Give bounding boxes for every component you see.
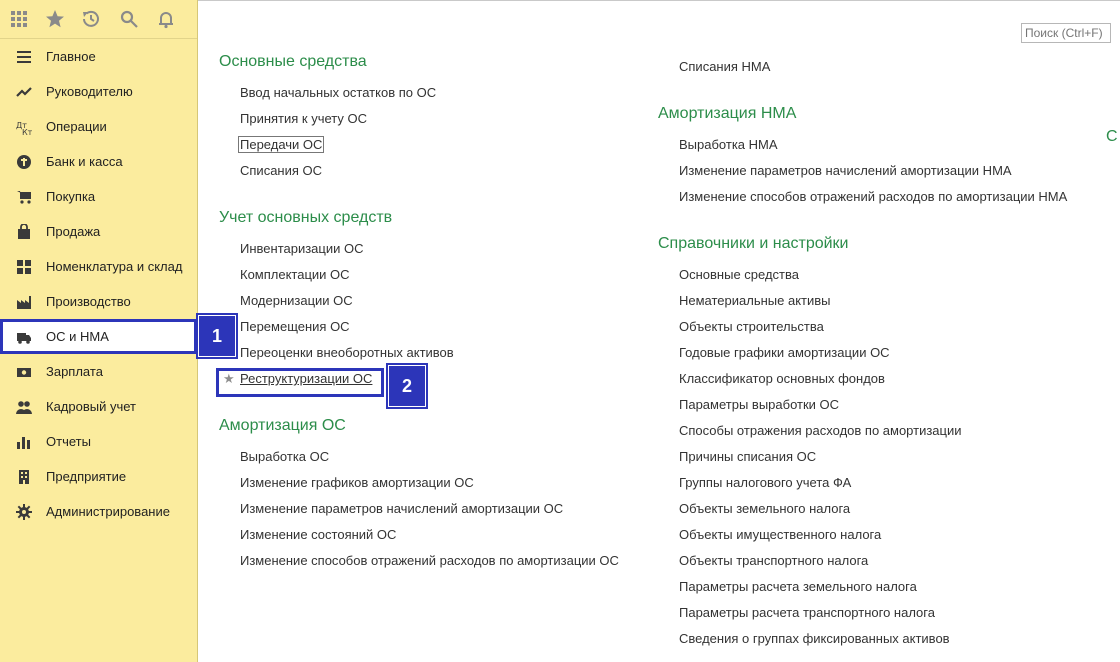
link-item[interactable]: Годовые графики амортизации ОС	[679, 345, 890, 360]
link-item[interactable]: Объекты имущественного налога	[679, 527, 882, 542]
sidebar-item-label: Производство	[46, 294, 131, 309]
sidebar-item-administration[interactable]	[0, 494, 197, 529]
bag-icon	[16, 224, 32, 240]
sidebar-item-label: Главное	[46, 49, 96, 64]
gear-icon	[16, 504, 32, 520]
link-item[interactable]: Параметры расчета транспортного налога	[679, 605, 935, 620]
top-icon-bar	[0, 0, 197, 39]
link-item[interactable]: Сведения о группах фиксированных активов	[679, 631, 950, 646]
sidebar-item-label: Кадровый учет	[46, 399, 136, 414]
link-item[interactable]: Комплектации ОС	[240, 267, 350, 282]
link-item[interactable]: Изменение графиков амортизации ОС	[240, 475, 474, 490]
link-item[interactable]: Объекты транспортного налога	[679, 553, 869, 568]
link-item[interactable]: Принятия к учету ОС	[240, 111, 368, 126]
truck-icon	[16, 329, 32, 345]
grid-blocks-icon	[16, 259, 32, 275]
sidebar-item-purchase[interactable]	[0, 179, 197, 214]
sidebar-item-hr[interactable]	[0, 389, 197, 424]
sidebar-item-label: Администрирование	[46, 504, 170, 519]
callout-badge-1: 1	[196, 313, 238, 359]
sidebar-item-label: Отчеты	[46, 434, 91, 449]
link-item[interactable]: Способы отражения расходов по амортизации	[679, 423, 962, 438]
sidebar-item-production[interactable]	[0, 284, 197, 319]
sidebar-item-label: Руководителю	[46, 84, 133, 99]
cutoff-section-title: С	[1106, 128, 1118, 145]
link-item[interactable]: Изменение параметров начислений амортизации ОС	[240, 501, 564, 516]
bar-chart-icon	[16, 434, 32, 450]
sidebar-item-sales[interactable]	[0, 214, 197, 249]
money-icon	[16, 364, 32, 380]
link-item[interactable]: Основные средства	[679, 267, 799, 282]
sidebar-item-nomenclature[interactable]	[0, 249, 197, 284]
link-item[interactable]: Перемещения ОС	[240, 319, 350, 334]
section-title: Справочники и настройки	[658, 235, 849, 252]
sidebar-item-label: ОС и НМА	[46, 329, 109, 344]
link-item[interactable]: Выработка НМА	[679, 137, 778, 152]
factory-icon	[16, 294, 32, 310]
link-item[interactable]: Изменение способов отражений расходов по амортизации НМА	[679, 189, 1068, 204]
cart-icon	[16, 189, 32, 205]
section-title: Амортизация НМА	[658, 105, 797, 122]
menu-lines-icon	[16, 49, 32, 65]
link-item[interactable]: Параметры выработки ОС	[679, 397, 840, 412]
link-item[interactable]: Выработка ОС	[240, 449, 330, 464]
top-border	[198, 0, 1120, 6]
link-item[interactable]: Нематериальные активы	[679, 293, 831, 308]
sidebar-item-fixed-assets[interactable]	[0, 319, 197, 354]
link-item[interactable]: Параметры расчета земельного налога	[679, 579, 917, 594]
sidebar-item-label: Номенклатура и склад	[46, 259, 183, 274]
sidebar-item-label: Операции	[46, 119, 107, 134]
trend-up-icon	[16, 84, 32, 100]
callout-badge-2: 2	[386, 363, 428, 409]
sidebar-item-director[interactable]	[0, 74, 197, 109]
link-item[interactable]: Списания НМА	[679, 59, 771, 74]
link-item[interactable]: Модернизации ОС	[240, 293, 353, 308]
link-item-focused[interactable]: Передачи ОС	[240, 137, 323, 152]
building-icon	[16, 469, 32, 485]
highlight-frame-2	[216, 368, 384, 397]
sections-panel	[0, 0, 198, 662]
sidebar-item-label: Зарплата	[46, 364, 103, 379]
link-item[interactable]: Изменение способов отражений расходов по амортизации ОС	[240, 553, 619, 568]
link-item[interactable]: Объекты строительства	[679, 319, 824, 334]
search-icon[interactable]	[118, 8, 140, 30]
history-icon[interactable]	[80, 8, 102, 30]
sidebar-item-label: Продажа	[46, 224, 101, 239]
link-item[interactable]: Инвентаризации ОС	[240, 241, 364, 256]
apps-grid-icon[interactable]	[8, 8, 30, 30]
link-item[interactable]: Ввод начальных остатков по ОС	[240, 85, 437, 100]
link-item[interactable]: Объекты земельного налога	[679, 501, 851, 516]
people-icon	[16, 399, 32, 415]
section-title: Учет основных средств	[219, 209, 393, 226]
sidebar-item-label: Предприятие	[46, 469, 127, 484]
debit-credit-icon	[16, 119, 32, 135]
section-title: Амортизация ОС	[219, 417, 346, 434]
coin-icon	[16, 154, 32, 170]
star-icon[interactable]	[44, 8, 66, 30]
section-title: Основные средства	[219, 53, 367, 70]
bell-icon[interactable]	[155, 8, 177, 30]
link-item[interactable]: Изменение состояний ОС	[240, 527, 397, 542]
sidebar-item-label: Покупка	[46, 189, 96, 204]
sidebar-item-enterprise[interactable]	[0, 459, 197, 494]
sidebar-item-main[interactable]	[0, 39, 197, 74]
sidebar-item-reports[interactable]	[0, 424, 197, 459]
link-item[interactable]: Изменение параметров начислений амортизации НМА	[679, 163, 1012, 178]
search-input[interactable]	[1021, 23, 1111, 43]
sidebar-item-salary[interactable]	[0, 354, 197, 389]
link-item[interactable]: Классификатор основных фондов	[679, 371, 885, 386]
link-item[interactable]: Группы налогового учета ФА	[679, 475, 852, 490]
link-item[interactable]: Переоценки внеоборотных активов	[240, 345, 454, 360]
svg-text:Дт: Дт	[16, 121, 27, 130]
sidebar-item-bank[interactable]	[0, 144, 197, 179]
favorite-star-icon[interactable]: ★	[223, 371, 235, 386]
svg-text:Кт: Кт	[22, 128, 32, 135]
sidebar-item-operations[interactable]	[0, 109, 197, 144]
sidebar-item-label: Банк и касса	[46, 154, 123, 169]
link-item-restructuring[interactable]: Реструктуризации ОС	[240, 371, 373, 386]
link-item[interactable]: Списания ОС	[240, 163, 323, 178]
link-item[interactable]: Причины списания ОС	[679, 449, 817, 464]
